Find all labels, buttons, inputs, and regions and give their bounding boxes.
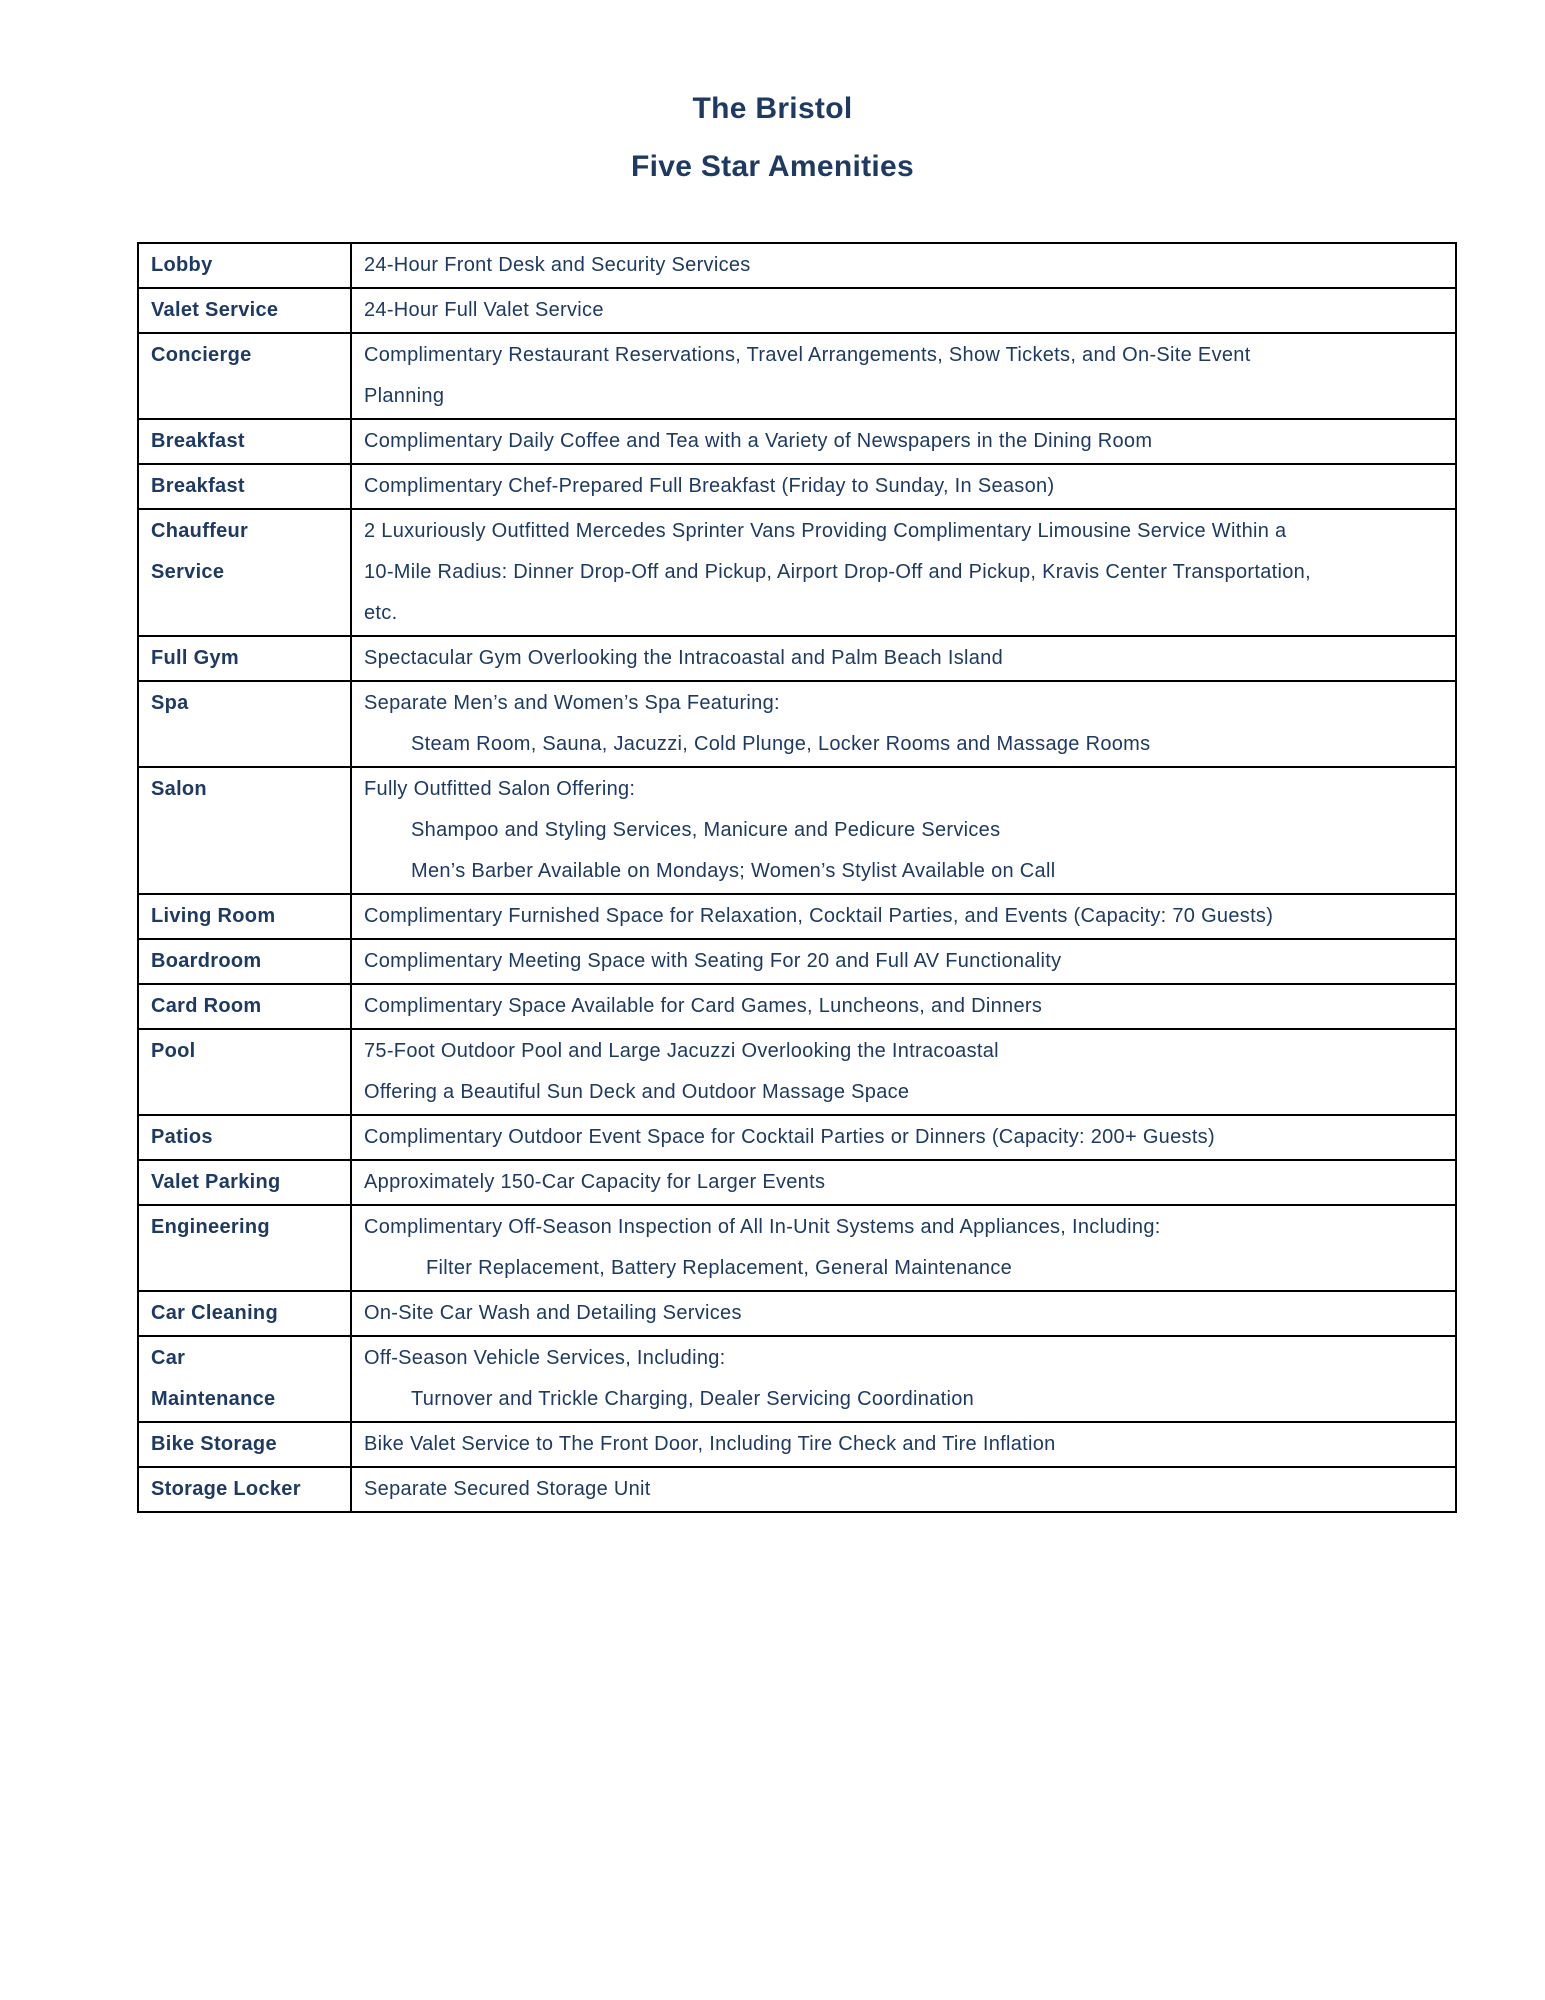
- amenity-name-line: Car: [151, 1347, 186, 1369]
- amenity-description-line: Complimentary Restaurant Reservations, Travel Arrangements, Show Tickets, and On-Site Event: [364, 344, 1251, 366]
- amenity-description-line: Complimentary Furnished Space for Relaxation, Cocktail Parties, and Events (Capacity: 70 Guests): [364, 905, 1274, 927]
- amenity-name-line: Valet Service: [151, 299, 279, 321]
- table-row: [138, 1160, 1456, 1205]
- amenity-description-cell: [351, 509, 1456, 636]
- amenity-name-cell: [138, 333, 351, 419]
- amenity-name-line: Lobby: [151, 254, 213, 276]
- amenity-description-cell: [351, 939, 1456, 984]
- amenity-name-line: Valet Parking: [151, 1171, 281, 1193]
- table-row: [138, 333, 1456, 419]
- amenity-name-line: Storage Locker: [151, 1478, 301, 1500]
- amenity-description-line: Complimentary Chef-Prepared Full Breakfast (Friday to Sunday, In Season): [364, 475, 1055, 497]
- amenity-description-line: Turnover and Trickle Charging, Dealer Servicing Coordination: [411, 1388, 975, 1410]
- table-row: [138, 767, 1456, 894]
- table-row: [138, 464, 1456, 509]
- amenities-table: [137, 242, 1457, 1513]
- amenity-description-line: Men’s Barber Available on Mondays; Women’s Stylist Available on Call: [411, 860, 1056, 882]
- amenity-name-line: Full Gym: [151, 647, 239, 669]
- table-row: [138, 243, 1456, 288]
- amenity-description-line: 75-Foot Outdoor Pool and Large Jacuzzi Overlooking the Intracoastal: [364, 1040, 999, 1062]
- amenity-name-cell: [138, 636, 351, 681]
- table-row: [138, 1422, 1456, 1467]
- amenity-name-line: Chauffeur: [151, 520, 249, 542]
- amenity-description-cell: [351, 1467, 1456, 1512]
- table-row: [138, 984, 1456, 1029]
- amenity-description-cell: [351, 288, 1456, 333]
- amenity-description-cell: [351, 636, 1456, 681]
- table-row: [138, 419, 1456, 464]
- amenity-description-line: Separate Men’s and Women’s Spa Featuring:: [364, 692, 780, 714]
- amenity-name-line: Service: [151, 561, 225, 583]
- table-row: [138, 1467, 1456, 1512]
- document-title: The Bristol: [692, 92, 853, 125]
- amenity-description-line: 2 Luxuriously Outfitted Mercedes Sprinter Vans Providing Complimentary Limousine Service Within a: [364, 520, 1287, 542]
- amenity-name-line: Patios: [151, 1126, 213, 1148]
- amenity-name-cell: [138, 1115, 351, 1160]
- amenity-name-cell: [138, 509, 351, 636]
- amenity-description-line: Complimentary Off-Season Inspection of All In-Unit Systems and Appliances, Including:: [364, 1216, 1161, 1238]
- amenity-description-line: Filter Replacement, Battery Replacement, General Maintenance: [426, 1257, 1013, 1279]
- amenity-description-line: Complimentary Daily Coffee and Tea with a Variety of Newspapers in the Dining Room: [364, 430, 1153, 452]
- table-row: [138, 636, 1456, 681]
- amenity-description-cell: [351, 1115, 1456, 1160]
- table-row: [138, 894, 1456, 939]
- amenity-name-cell: [138, 464, 351, 509]
- amenity-description-line: Spectacular Gym Overlooking the Intracoastal and Palm Beach Island: [364, 647, 1004, 669]
- amenity-name-line: Living Room: [151, 905, 276, 927]
- amenity-description-line: 24-Hour Front Desk and Security Services: [364, 254, 751, 276]
- amenity-description-cell: [351, 419, 1456, 464]
- amenity-description-line: Offering a Beautiful Sun Deck and Outdoor Massage Space: [364, 1081, 910, 1103]
- table-row: [138, 1029, 1456, 1115]
- amenity-name-line: Concierge: [151, 344, 252, 366]
- amenity-name-line: Boardroom: [151, 950, 262, 972]
- amenity-name-cell: [138, 681, 351, 767]
- amenity-description-line: Complimentary Meeting Space with Seating For 20 and Full AV Functionality: [364, 950, 1062, 972]
- amenity-description-line: Bike Valet Service to The Front Door, Including Tire Check and Tire Inflation: [364, 1433, 1056, 1455]
- amenity-description-cell: [351, 1160, 1456, 1205]
- amenity-name-line: Breakfast: [151, 475, 245, 497]
- amenity-name-cell: [138, 984, 351, 1029]
- amenity-name-cell: [138, 1160, 351, 1205]
- amenity-description-cell: [351, 464, 1456, 509]
- amenity-description-cell: [351, 1029, 1456, 1115]
- amenity-name-line: Salon: [151, 778, 207, 800]
- table-row: [138, 288, 1456, 333]
- amenity-name-line: Bike Storage: [151, 1433, 277, 1455]
- amenity-name-cell: [138, 243, 351, 288]
- table-row: [138, 1291, 1456, 1336]
- amenity-description-line: Off-Season Vehicle Services, Including:: [364, 1347, 726, 1369]
- amenity-name-cell: [138, 1336, 351, 1422]
- amenity-name-cell: [138, 939, 351, 984]
- amenity-name-cell: [138, 1291, 351, 1336]
- amenity-name-cell: [138, 288, 351, 333]
- amenity-description-cell: [351, 1336, 1456, 1422]
- amenity-name-line: Engineering: [151, 1216, 270, 1238]
- amenity-description-line: Approximately 150-Car Capacity for Larger Events: [364, 1171, 826, 1193]
- amenity-description-cell: [351, 894, 1456, 939]
- table-row: [138, 509, 1456, 636]
- amenity-name-cell: [138, 1467, 351, 1512]
- amenity-name-line: Maintenance: [151, 1388, 276, 1410]
- amenity-description-cell: [351, 243, 1456, 288]
- amenity-description-cell: [351, 1291, 1456, 1336]
- amenity-name-cell: [138, 1205, 351, 1291]
- amenity-name-line: Card Room: [151, 995, 262, 1017]
- amenity-name-line: Pool: [151, 1040, 196, 1062]
- amenity-name-cell: [138, 1029, 351, 1115]
- amenity-description-line: Fully Outfitted Salon Offering:: [364, 778, 636, 800]
- amenity-description-cell: [351, 1205, 1456, 1291]
- amenity-name-line: Breakfast: [151, 430, 245, 452]
- amenity-description-cell: [351, 1422, 1456, 1467]
- amenity-description-line: 24-Hour Full Valet Service: [364, 299, 604, 321]
- amenity-description-line: Separate Secured Storage Unit: [364, 1478, 651, 1500]
- document-subtitle: Five Star Amenities: [630, 150, 915, 183]
- amenity-description-line: Complimentary Outdoor Event Space for Cocktail Parties or Dinners (Capacity: 200+ Guests): [364, 1126, 1215, 1148]
- amenity-description-line: On-Site Car Wash and Detailing Services: [364, 1302, 742, 1324]
- amenity-name-line: Car Cleaning: [151, 1302, 278, 1324]
- table-row: [138, 939, 1456, 984]
- amenity-description-line: Steam Room, Sauna, Jacuzzi, Cold Plunge, Locker Rooms and Massage Rooms: [411, 733, 1151, 755]
- table-row: [138, 681, 1456, 767]
- amenity-name-cell: [138, 419, 351, 464]
- amenity-description-line: etc.: [364, 602, 398, 624]
- amenity-description-line: Complimentary Space Available for Card Games, Luncheons, and Dinners: [364, 995, 1043, 1017]
- table-row: [138, 1336, 1456, 1422]
- amenity-name-cell: [138, 1422, 351, 1467]
- amenity-description-cell: [351, 767, 1456, 894]
- amenity-name-cell: [138, 767, 351, 894]
- amenity-description-cell: [351, 984, 1456, 1029]
- amenity-description-line: Shampoo and Styling Services, Manicure and Pedicure Services: [411, 819, 1001, 841]
- table-row: [138, 1115, 1456, 1160]
- amenity-description-line: Planning: [364, 385, 445, 407]
- amenity-description-line: 10-Mile Radius: Dinner Drop-Off and Pickup, Airport Drop-Off and Pickup, Kravis Center Transportation,: [364, 561, 1311, 583]
- amenity-name-line: Spa: [151, 692, 189, 714]
- amenity-description-cell: [351, 333, 1456, 419]
- table-row: [138, 1205, 1456, 1291]
- amenity-name-cell: [138, 894, 351, 939]
- amenity-description-cell: [351, 681, 1456, 767]
